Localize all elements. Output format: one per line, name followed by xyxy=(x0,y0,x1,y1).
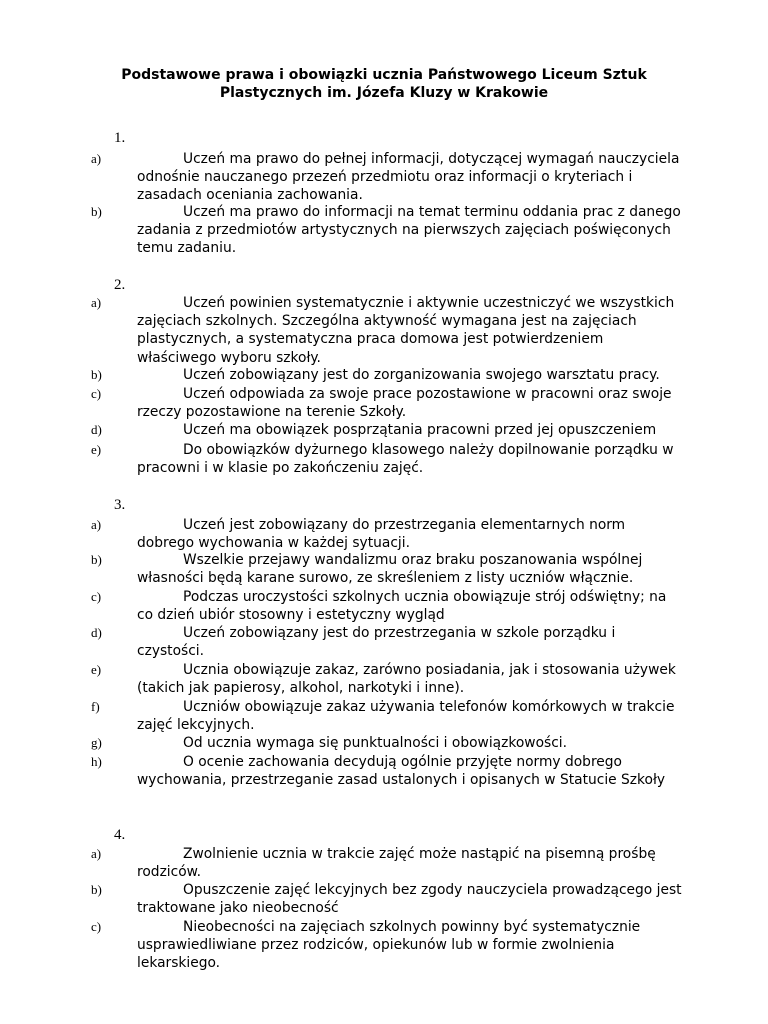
item-text: Uczeń zobowiązany jest do przestrzegania w szkole porządku i czystości. xyxy=(137,625,616,660)
list-item xyxy=(91,588,682,624)
list-item xyxy=(91,845,682,881)
list-item xyxy=(91,366,682,384)
item-text: Zwolnienie ucznia w trakcie zajęć może nastąpić na pisemną prośbę rodziców. xyxy=(137,846,656,881)
item-letter: f) xyxy=(91,699,100,714)
item-text: Uczeń ma prawo do pełnej informacji, dotyczącej wymagań nauczyciela odnośnie nauczanego przezeń przedmiotu oraz informacji o kryteriach i zasadach oceniania zachowania. xyxy=(137,151,680,204)
item-text: Uczeń ma obowiązek posprzątania pracowni przed jej opuszczeniem xyxy=(183,422,657,438)
item-letter: d) xyxy=(91,422,102,437)
document-title: Podstawowe prawa i obowiązki ucznia Państwowego Liceum Sztuk Plastycznych im. Józefa Kluzy w Krakowie xyxy=(121,67,647,101)
item-text: Uczeń ma prawo do informacji na temat terminu oddania prac z danego zadania z przedmiotów artystycznych na pierwszych zajęciach poświęconych temu zadaniu. xyxy=(137,204,681,257)
list-item xyxy=(91,385,682,421)
item-text: Do obowiązków dyżurnego klasowego należy dopilnowanie porządku w pracowni i w klasie po zakończeniu zajęć. xyxy=(137,442,674,477)
item-letter: b) xyxy=(91,367,102,382)
item-letter: b) xyxy=(91,552,102,567)
item-letter: g) xyxy=(91,735,102,750)
item-letter: c) xyxy=(91,589,102,604)
list-item xyxy=(91,918,682,973)
list-item xyxy=(91,551,682,587)
item-text: Ucznia obowiązuje zakaz, zarówno posiadania, jak i stosowania używek (takich jak papierosy, alkohol, narkotyki i inne). xyxy=(137,662,676,697)
list-item xyxy=(91,624,682,660)
list-item xyxy=(91,516,682,552)
item-text: Wszelkie przejawy wandalizmu oraz braku poszanowania wspólnej własności będą karane surowo, ze skreśleniem z listy uczniów włącznie. xyxy=(137,552,643,587)
item-text: Nieobecności na zajęciach szkolnych powinny być systematycznie usprawiedliwiane przez rodziców, opiekunów lub w formie zwolnienia lekarskiego. xyxy=(137,919,641,972)
list-item xyxy=(91,294,682,367)
item-text: Uczeń zobowiązany jest do zorganizowania swojego warsztatu pracy. xyxy=(183,367,660,383)
item-letter: e) xyxy=(91,662,102,677)
item-letter: a) xyxy=(91,151,102,166)
section-number: 2. xyxy=(114,277,126,293)
item-letter: h) xyxy=(91,754,102,769)
item-letter: c) xyxy=(91,386,102,401)
item-letter: b) xyxy=(91,204,102,219)
item-text: Opuszczenie zajęć lekcyjnych bez zgody nauczyciela prowadzącego jest traktowane jako nieobecność xyxy=(137,882,682,917)
section-number: 1. xyxy=(114,130,126,146)
list-item xyxy=(91,150,682,205)
item-letter: a) xyxy=(91,846,102,861)
item-text: Podczas uroczystości szkolnych ucznia obowiązuje strój odświętny; na co dzień ubiór stosowny i estetyczny wygląd xyxy=(137,589,667,624)
item-letter: d) xyxy=(91,625,102,640)
item-text: Uczeń jest zobowiązany do przestrzegania elementarnych norm dobrego wychowania w każdej sytuacji. xyxy=(137,517,626,552)
item-letter: a) xyxy=(91,295,102,310)
item-letter: c) xyxy=(91,919,102,934)
list-item xyxy=(91,441,682,477)
item-letter: b) xyxy=(91,882,102,897)
item-letter: a) xyxy=(91,517,102,532)
item-text: Uczeń powinien systematycznie i aktywnie uczestniczyć we wszystkich zajęciach szkolnych. Szczególna aktywność wymagana jest na zajęciach plastycznych, a systematyczna praca domowa jest potwierdzeniem właściwego wyboru szkoły. xyxy=(137,295,675,366)
section-number: 4. xyxy=(114,827,126,843)
list-item xyxy=(91,881,682,917)
list-item xyxy=(91,734,682,752)
item-letter: e) xyxy=(91,442,102,457)
item-text: Uczeń odpowiada za swoje prace pozostawione w pracowni oraz swoje rzeczy pozostawione na terenie Szkoły. xyxy=(137,386,672,421)
item-text: Od ucznia wymaga się punktualności i obowiązkowości. xyxy=(183,735,568,751)
section-number: 3. xyxy=(114,497,126,513)
item-text: O ocenie zachowania decydują ogólnie przyjęte normy dobrego wychowania, przestrzeganie zasad ustalonych i opisanych w Statucie Szkoły xyxy=(137,754,666,789)
list-item xyxy=(91,698,682,734)
list-item xyxy=(91,753,682,789)
list-item xyxy=(91,203,682,258)
item-text: Uczniów obowiązuje zakaz używania telefonów komórkowych w trakcie zajęć lekcyjnych. xyxy=(137,699,675,734)
list-item xyxy=(91,661,682,697)
list-item xyxy=(91,421,682,439)
